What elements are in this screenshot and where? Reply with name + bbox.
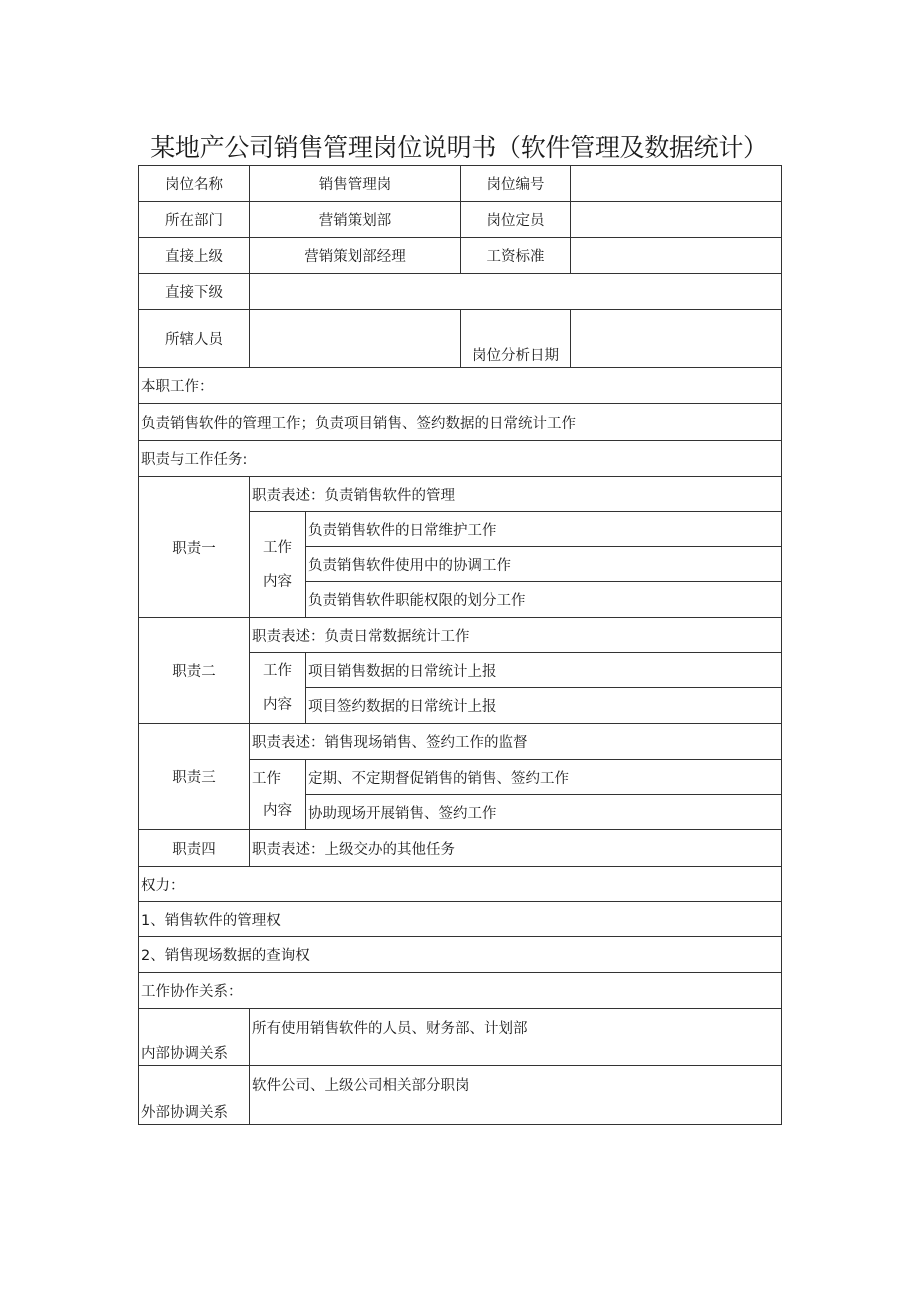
row-authority-1 xyxy=(139,902,782,937)
salary-label: 工资标准 xyxy=(461,238,571,274)
duty-4-name: 职责四 xyxy=(139,830,250,867)
duty-1-task-2: 负责销售软件使用中的协调工作 xyxy=(306,547,782,582)
job-description-table xyxy=(138,165,782,1125)
row-duty-4 xyxy=(139,830,782,867)
row-duty-3-statement xyxy=(139,724,782,760)
department-label: 所在部门 xyxy=(139,202,250,238)
position-name-label: 岗位名称 xyxy=(139,166,250,202)
duty-2-task-1: 项目销售数据的日常统计上报 xyxy=(306,653,782,688)
duty-1-work-content-label xyxy=(250,512,306,618)
row-subordinate xyxy=(139,274,782,310)
duty-3-work-content-label xyxy=(250,760,306,830)
duty-2-task-2: 项目签约数据的日常统计上报 xyxy=(306,688,782,724)
duty-summary-heading: 本职工作： xyxy=(139,368,782,404)
work-label-line1: 工作 xyxy=(252,770,281,787)
row-duty-1-statement xyxy=(139,477,782,512)
row-department xyxy=(139,202,782,238)
department-value: 营销策划部 xyxy=(250,202,461,238)
row-staff xyxy=(139,310,782,368)
position-code-value xyxy=(571,166,782,202)
work-label-line1: 工作 xyxy=(263,663,292,679)
authority-heading: 权力： xyxy=(139,867,782,902)
staff-label: 所辖人员 xyxy=(139,310,250,368)
internal-relations-label: 内部协调关系 xyxy=(139,1009,250,1066)
work-label-line2: 内容 xyxy=(263,697,292,713)
headcount-value xyxy=(571,202,782,238)
work-label-line1: 工作 xyxy=(263,539,292,556)
duty-3-task-1: 定期、不定期督促销售的销售、签约工作 xyxy=(306,760,782,795)
row-authority-2 xyxy=(139,937,782,973)
external-relations-label: 外部协调关系 xyxy=(139,1066,250,1125)
row-internal-relations xyxy=(139,1009,782,1066)
duty-3-statement: 职责表述：销售现场销售、签约工作的监督 xyxy=(250,724,782,760)
row-responsibilities-heading xyxy=(139,441,782,477)
row-relations-heading xyxy=(139,973,782,1009)
subordinate-label: 直接下级 xyxy=(139,274,250,310)
work-label-line2: 内容 xyxy=(263,573,292,590)
duty-summary-content: 负责销售软件的管理工作；负责项目销售、签约数据的日常统计工作 xyxy=(139,404,782,441)
staff-value xyxy=(250,310,461,368)
row-authority-heading xyxy=(139,867,782,902)
subordinate-value xyxy=(250,274,782,310)
row-superior xyxy=(139,238,782,274)
duty-2-statement: 职责表述：负责日常数据统计工作 xyxy=(250,618,782,653)
duty-3-task-2: 协助现场开展销售、签约工作 xyxy=(306,795,782,830)
relations-heading: 工作协作关系： xyxy=(139,973,782,1009)
duty-2-name: 职责二 xyxy=(139,618,250,724)
duty-1-task-3: 负责销售软件职能权限的划分工作 xyxy=(306,582,782,618)
headcount-label: 岗位定员 xyxy=(461,202,571,238)
analysis-date-value xyxy=(571,310,782,368)
superior-value: 营销策划部经理 xyxy=(250,238,461,274)
row-duty-2-statement xyxy=(139,618,782,653)
duty-3-name: 职责三 xyxy=(139,724,250,830)
duty-4-statement: 职责表述：上级交办的其他任务 xyxy=(250,830,782,867)
authority-item-2: 2、销售现场数据的查询权 xyxy=(139,937,782,973)
duty-1-name: 职责一 xyxy=(139,477,250,618)
duty-1-statement: 职责表述：负责销售软件的管理 xyxy=(250,477,782,512)
page-title: 某地产公司销售管理岗位说明书（软件管理及数据统计） xyxy=(150,133,768,162)
row-position-name xyxy=(139,166,782,202)
external-relations-value: 软件公司、上级公司相关部分职岗 xyxy=(250,1066,782,1125)
position-code-label: 岗位编号 xyxy=(461,166,571,202)
internal-relations-value: 所有使用销售软件的人员、财务部、计划部 xyxy=(250,1009,782,1066)
analysis-date-label: 岗位分析日期 xyxy=(461,310,571,368)
duty-1-task-1: 负责销售软件的日常维护工作 xyxy=(306,512,782,547)
superior-label: 直接上级 xyxy=(139,238,250,274)
duty-2-work-content-label xyxy=(250,653,306,724)
position-name-value: 销售管理岗 xyxy=(250,166,461,202)
authority-item-1: 1、销售软件的管理权 xyxy=(139,902,782,937)
responsibilities-heading: 职责与工作任务: xyxy=(139,441,782,477)
row-duty-content xyxy=(139,404,782,441)
work-label-line2: 内容 xyxy=(263,802,292,819)
row-external-relations xyxy=(139,1066,782,1125)
salary-value xyxy=(571,238,782,274)
row-duty-heading xyxy=(139,368,782,404)
